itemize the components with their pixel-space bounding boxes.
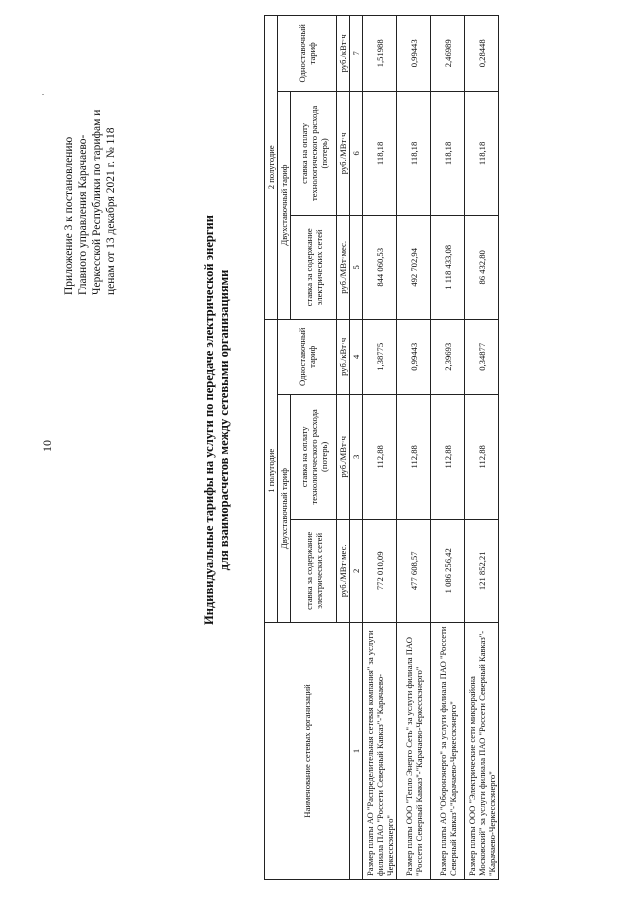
- page-number: 10: [40, 440, 54, 452]
- h1-maintenance-rate: 121 852,21: [465, 519, 499, 622]
- column-number: 1: [350, 623, 363, 880]
- table-row: [397, 16, 431, 880]
- header-two-part-h1: Двухставочный тариф: [278, 395, 291, 623]
- h1-losses-rate: 112,88: [363, 395, 397, 520]
- header-rate-maintenance-h1: ставка за содержание электрических сетей: [291, 519, 337, 622]
- header-one-part-h1: Одноставочный тариф: [278, 319, 337, 395]
- column-number: 5: [350, 216, 363, 319]
- column-number: 2: [350, 519, 363, 622]
- table-row: [465, 16, 499, 880]
- organization-name: Размер платы ООО "Тепло Энерго Сеть" за услуги филиала ПАО "Россети Северный Кавказ"-"Карачаево-Черкесскэнерго": [397, 623, 431, 880]
- rotated-page-content: [62, 15, 602, 880]
- appendix-line: Черкесской Республики по тарифам и: [91, 109, 103, 295]
- h2-one-part-tariff: 1,51988: [363, 16, 397, 92]
- unit-cell: руб./МВт·мес.: [337, 519, 350, 622]
- table-row: [363, 16, 397, 880]
- title-line: Индивидуальные тарифы на услуги по передаче электрической энергии: [202, 215, 216, 625]
- column-number: 7: [350, 16, 363, 92]
- column-number: 4: [350, 319, 363, 395]
- unit-cell: руб./кВт·ч: [337, 16, 350, 92]
- h2-maintenance-rate: 492 702,94: [397, 216, 431, 319]
- organization-name: Размер платы АО "Оборонэнерго" за услуги филиала ПАО "Россети Северный Кавказ"-"Карачаево-Черкесскэнерго": [431, 623, 465, 880]
- unit-cell: руб./кВт·ч: [337, 319, 350, 395]
- h2-maintenance-rate: 1 118 433,08: [431, 216, 465, 319]
- header-one-part-h2: Одноставочный тариф: [278, 16, 337, 92]
- h1-maintenance-rate: 772 010,09: [363, 519, 397, 622]
- h2-maintenance-rate: 86 432,80: [465, 216, 499, 319]
- header-rate-maintenance-h2: ставка за содержание электрических сетей: [291, 216, 337, 319]
- organization-name: Размер платы ООО "Электрические сети микрорайона Московский" за услуги филиала ПАО "Россети Северный Кавказ"-"Карачаево-Черкесскэнерго": [465, 623, 499, 880]
- table-row: [431, 16, 465, 880]
- column-number: 6: [350, 91, 363, 216]
- unit-cell: руб./МВт·мес.: [337, 216, 350, 319]
- appendix-line: Главного управления Карачаево-: [77, 134, 89, 295]
- unit-cell: руб./МВт·ч: [337, 395, 350, 520]
- h2-losses-rate: 118,18: [363, 91, 397, 216]
- corner-mark: .: [42, 88, 44, 97]
- h2-one-part-tariff: 0,99443: [397, 16, 431, 92]
- h1-maintenance-rate: 1 086 256,42: [431, 519, 465, 622]
- h1-maintenance-rate: 477 608,57: [397, 519, 431, 622]
- h2-maintenance-rate: 844 060,53: [363, 216, 397, 319]
- appendix-line: Приложение 3 к постановлению: [63, 136, 75, 295]
- tariffs-table: [264, 15, 499, 880]
- header-half2: 2 полугодие: [265, 16, 278, 320]
- appendix-line: ценам от 13 декабря 2021 г. № 118: [105, 127, 117, 295]
- h1-one-part-tariff: 2,39693: [431, 319, 465, 395]
- h1-one-part-tariff: 0,99443: [397, 319, 431, 395]
- header-half1: 1 полугодие: [265, 319, 278, 622]
- organization-name: Размер платы АО "Распределительная сетевая компания" за услуги филиала ПАО "Россети Северный Кавказ"-"Карачаево-Черкесскэнерго": [363, 623, 397, 880]
- h1-one-part-tariff: 1,38775: [363, 319, 397, 395]
- h2-losses-rate: 118,18: [431, 91, 465, 216]
- header-rate-losses-h2: ставка на оплату технологического расхода (потерь): [291, 91, 337, 216]
- column-number: 3: [350, 395, 363, 520]
- appendix-note: [62, 35, 118, 295]
- h1-losses-rate: 112,88: [431, 395, 465, 520]
- h2-one-part-tariff: 0,28448: [465, 16, 499, 92]
- h1-one-part-tariff: 0,34877: [465, 319, 499, 395]
- h2-losses-rate: 118,18: [397, 91, 431, 216]
- h2-one-part-tariff: 2,46989: [431, 16, 465, 92]
- h1-losses-rate: 112,88: [465, 395, 499, 520]
- document-title: [202, 70, 232, 770]
- title-line: для взаиморасчетов между сетевыми организациями: [217, 269, 231, 571]
- header-two-part-h2: Двухставочный тариф: [278, 91, 291, 319]
- header-rate-losses-h1: ставка на оплату технологического расхода (потерь): [291, 395, 337, 520]
- unit-cell: руб./МВт·ч: [337, 91, 350, 216]
- header-organization-name: Наименование сетевых организаций: [265, 623, 350, 880]
- h2-losses-rate: 118,18: [465, 91, 499, 216]
- h1-losses-rate: 112,88: [397, 395, 431, 520]
